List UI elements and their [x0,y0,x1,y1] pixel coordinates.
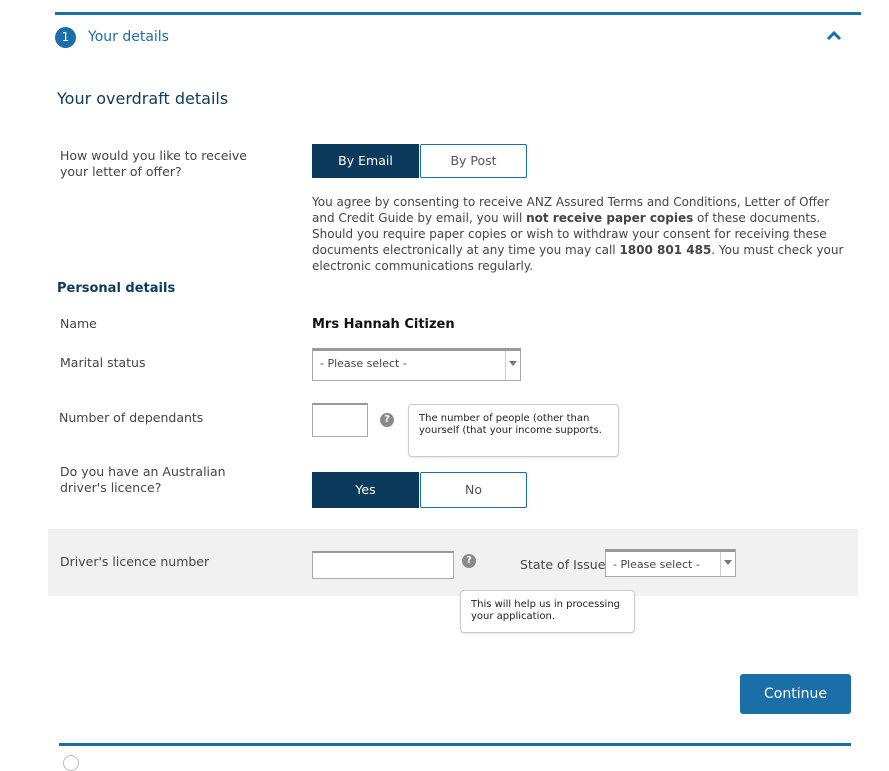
marital-status-label: Marital status [60,355,146,370]
name-label: Name [60,316,97,331]
caret-down-icon [505,351,520,380]
state-of-issue-label: State of Issue [520,557,606,572]
personal-details-heading: Personal details [57,281,176,296]
consent-text: You agree by consenting to receive ANZ Assured Terms and Conditions, Letter of Offer and Credit Guide by email, you will not receive paper copies of these documents. Should you require paper copies or wish to withdraw your consent for receiving these documents electronically at any time you may call 1800 801 485. You must check your electronic communications regularly. [312,195,844,273]
dependants-input[interactable] [312,403,368,437]
consent-bold-text: not receive paper copies [526,211,694,225]
licence-no-button[interactable]: No [420,472,527,508]
dependants-tooltip: The number of people (other than yourself (that your income supports. [408,404,619,457]
name-value: Mrs Hannah Citizen [312,317,455,332]
next-step-badge [63,755,79,771]
state-of-issue-select[interactable] [605,549,736,577]
next-section-border [59,743,851,746]
letter-delivery-question: How would you like to receive your letter of offer? [60,148,247,179]
licence-question: Do you have an Australian driver's licence? [60,464,226,495]
consent-phone: 1800 801 485 [619,243,712,257]
licence-number-label: Driver's licence number [60,554,210,569]
licence-number-input[interactable] [312,551,454,579]
licence-yes-button[interactable]: Yes [312,472,419,508]
state-of-issue-value: - Please select - [613,558,700,571]
marital-status-select[interactable] [312,348,521,381]
step-title[interactable]: Your details [88,29,169,45]
marital-status-value: - Please select - [320,357,407,370]
section-title: Your overdraft details [57,89,229,108]
continue-button[interactable]: Continue [740,674,851,714]
chevron-up-icon[interactable] [824,27,844,43]
step-number-badge: 1 [55,27,76,48]
question-circle-icon[interactable]: ? [380,413,394,427]
dependants-label: Number of dependants [59,410,204,425]
by-post-button[interactable]: By Post [420,144,527,178]
caret-down-icon [720,552,735,576]
licence-tooltip: This will help us in processing your application. [460,590,635,633]
by-email-button[interactable]: By Email [312,144,419,178]
question-circle-icon[interactable]: ? [462,554,476,568]
section-top-border [55,12,861,15]
